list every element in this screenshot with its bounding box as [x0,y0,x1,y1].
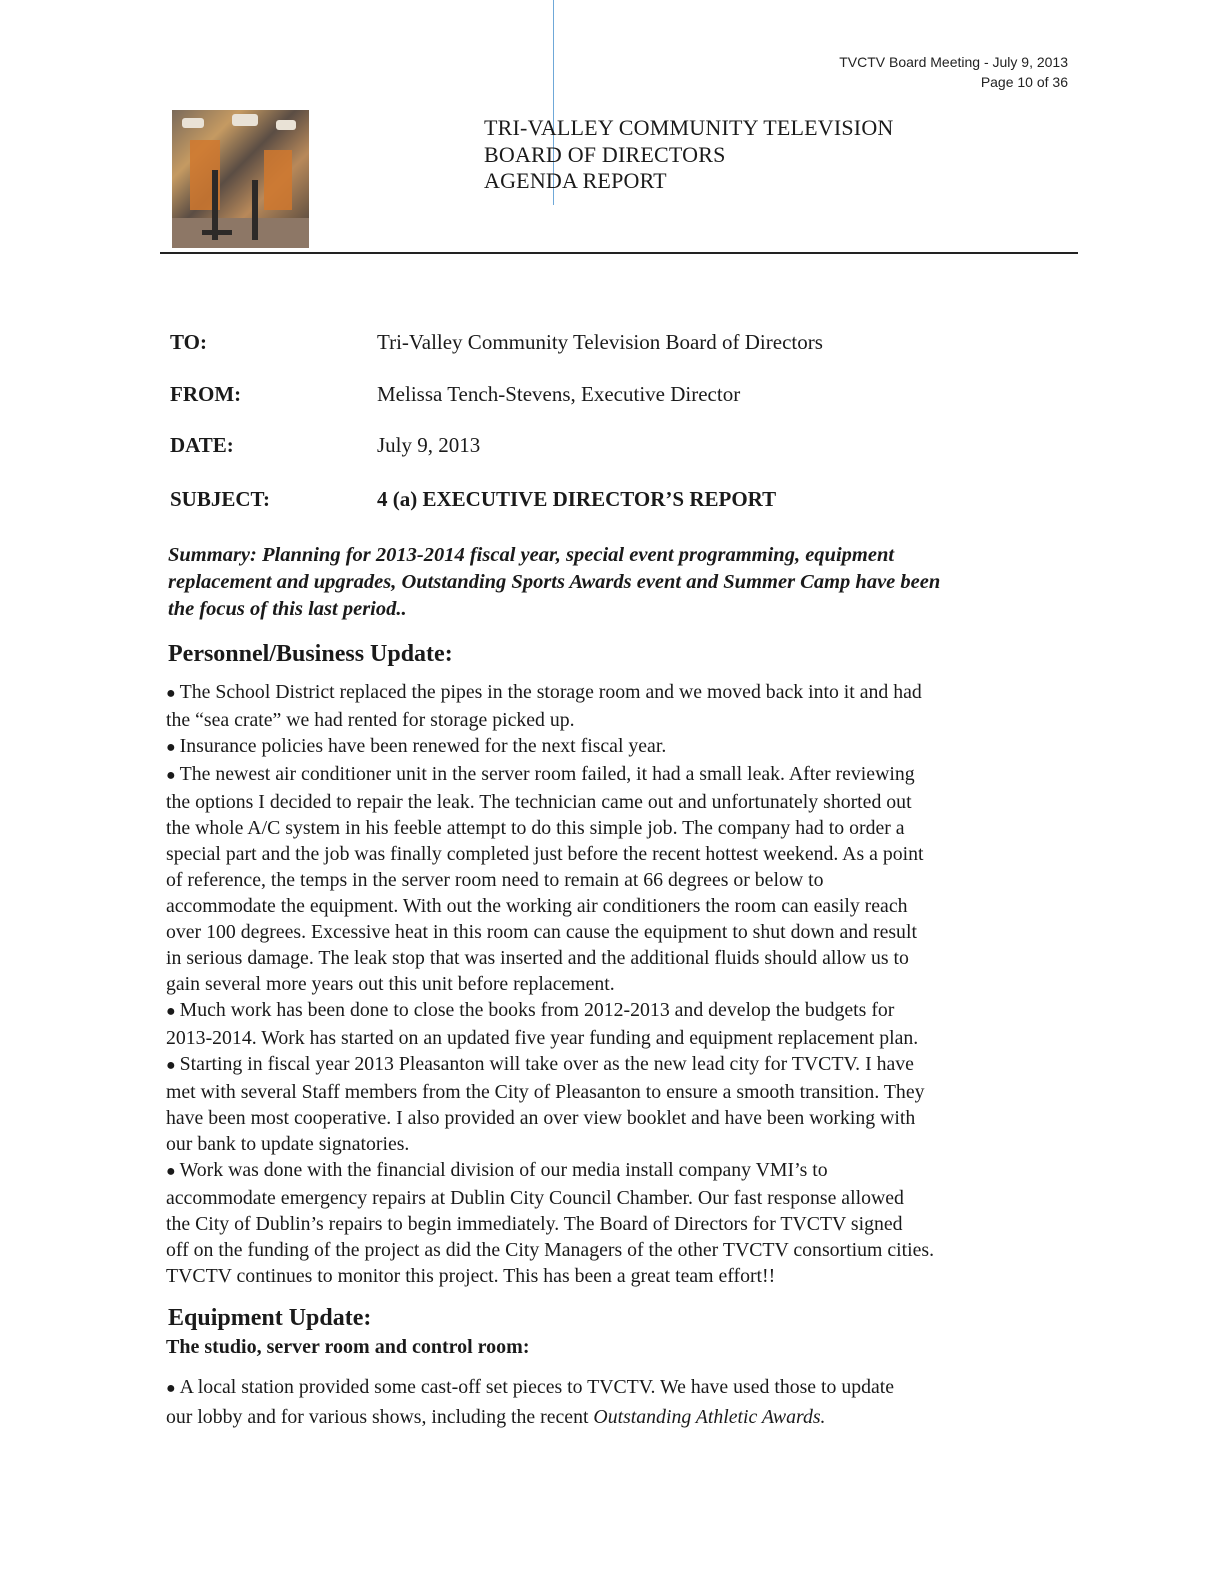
org-title-block [484,115,894,195]
org-report-type: AGENDA REPORT [484,168,667,193]
bullet-dot-icon: ● [166,1380,176,1397]
page-number: Page 10 of 36 [980,74,1068,90]
equipment-subsection-title: The studio, server room and control room: [166,1336,530,1358]
bullet-dot-icon: ● [166,1003,176,1020]
memo-from-row [170,382,740,407]
org-board: BOARD OF DIRECTORS [484,141,726,167]
personnel-section-title: Personnel/Business Update: [168,641,453,667]
equipment-bullet-list [166,1373,1061,1432]
summary-line: replacement and upgrades, Outstanding Sports Awards event and Summer Camp have been [168,571,941,593]
equipment-section-title: Equipment Update: [168,1305,372,1331]
bullet-dot-icon: ● [166,739,176,756]
list-item: ● A local station provided some cast-off set pieces to TVCTV. We have used those to update our lobby and for various shows, including the recent Outstanding Athletic Awards. [166,1376,895,1428]
award-name: Outstanding Athletic Awards. [593,1406,826,1428]
header-divider [160,252,1078,254]
memo-to-row [170,330,823,355]
summary-line: the focus of this last period.. [168,598,407,620]
bullet-dot-icon: ● [166,1163,176,1180]
list-item: ● Starting in fiscal year 2013 Pleasanton will take over as the new lead city for TVCTV. I have met with several Staff members from the City of Pleasanton to ensure a smooth transition. They have been most cooperative. I also provided an over view booklet and have been working with our bank to update signatories. [166,1053,925,1155]
memo-subject-label: SUBJECT: [170,487,270,511]
page-header [839,52,1068,92]
meeting-label: TVCTV Board Meeting - July 9, 2013 [839,54,1068,70]
memo-subject-value: 4 (a) EXECUTIVE DIRECTOR’S REPORT [377,487,777,511]
list-item: ● Work was done with the financial division of our media install company VMI’s to accommodate emergency repairs at Dublin City Council Chamber. Our fast response allowed the City of Dublin’s repairs to begin immediately. The Board of Directors for TVCTV signed off on the funding of the project as did the City Managers of the other TVCTV consortium cities. TVCTV continues to monitor this project. This has been a great team effort!! [166,1159,935,1287]
bullet-dot-icon: ● [166,1057,176,1074]
list-item: ● Much work has been done to close the books from 2012-2013 and develop the budgets for 2013-2014. Work has started on an updated five year funding and equipment replacement plan. [166,999,919,1049]
list-item: ● The School District replaced the pipes in the storage room and we moved back into it and had the “sea crate” we had rented for storage picked up. [166,681,922,731]
memo-from-label: FROM: [170,382,242,406]
studio-photo-logo [172,110,309,248]
memo-to-value: Tri-Valley Community Television Board of Directors [377,330,823,354]
summary-line: Summary: Planning for 2013-2014 fiscal year, special event programming, equipment [168,544,895,566]
bullet-dot-icon: ● [166,685,176,702]
personnel-bullet-list [166,679,1061,1289]
memo-to-label: TO: [170,330,207,354]
summary [168,542,1048,623]
memo-date-row [170,433,480,458]
memo-date-value: July 9, 2013 [377,433,481,457]
memo-date-label: DATE: [170,433,234,457]
list-item: ● Insurance policies have been renewed for the next fiscal year. [166,735,667,757]
memo-from-value: Melissa Tench-Stevens, Executive Director [377,382,741,406]
org-name: TRI-VALLEY COMMUNITY TELEVISION [484,115,894,140]
list-item: ● The newest air conditioner unit in the server room failed, it had a small leak. After reviewing the options I decided to repair the leak. The technician came out and unfortunately shorted out the whole A/C system in his feeble attempt to do this simple job. The company had to order a special part and the job was finally completed just before the recent hottest weekend. As a point of reference, the temps in the server room need to remain at 66 degrees or below to accommodate the equipment. With out the working air conditioners the room can easily reach over 100 degrees. Excessive heat in this room can cause the equipment to shut down and result in serious damage. The leak stop that was inserted and the additional fluids should allow us to gain several more years out this unit before replacement. [166,763,924,995]
memo-subject-row [170,487,776,512]
bullet-dot-icon: ● [166,767,176,784]
